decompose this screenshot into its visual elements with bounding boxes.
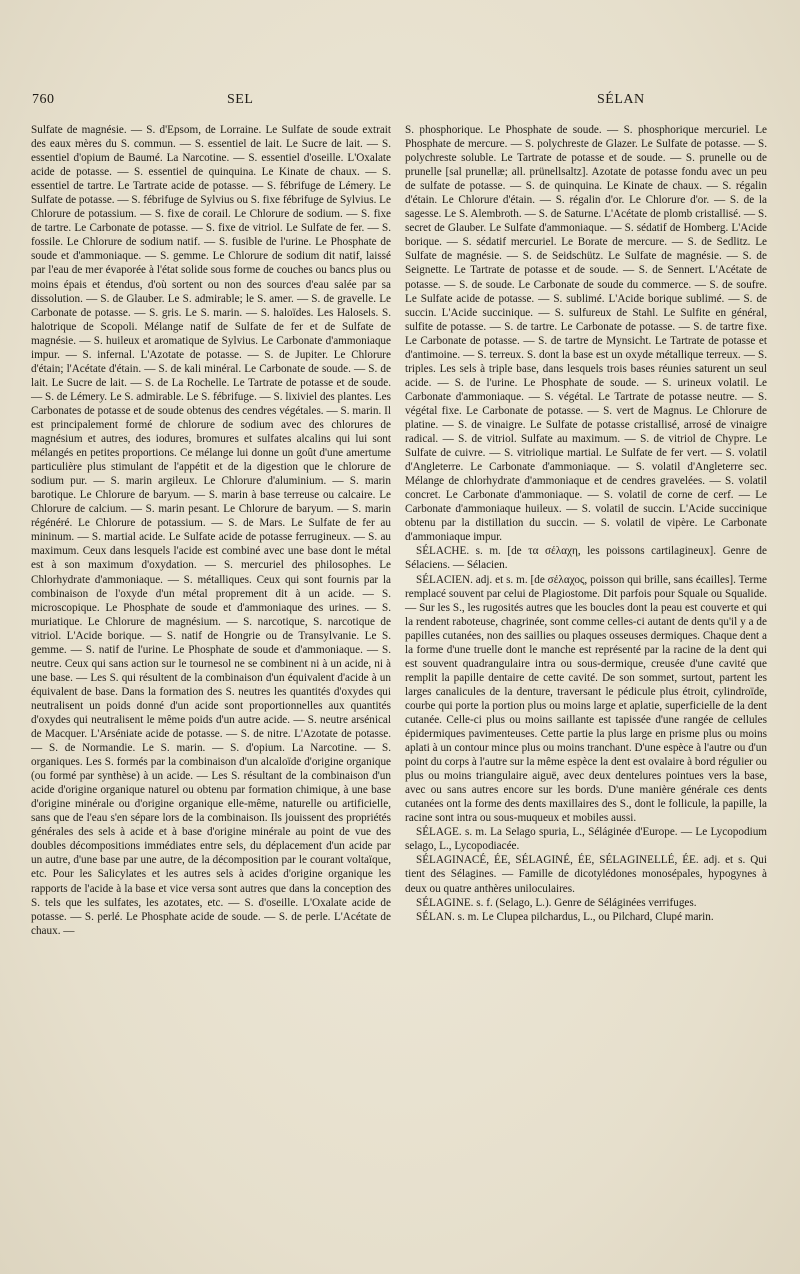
entry-selagine: SÉLAGINE. s. f. (Selago, L.). Genre de Séláginées verrifuges. bbox=[416, 896, 697, 909]
left-column bbox=[31, 123, 391, 938]
entry-selan: SÉLAN. s. m. Le Clupea pilchardus, L., ou Pilchard, Clupé marin. bbox=[416, 910, 714, 923]
entry-selage: SÉLAGE. s. m. La Selago spuria, L., Séláginée d'Europe. — Le Lycopodium selago, L., Lycopodiacée. bbox=[405, 826, 767, 853]
entry-selaginace: SÉLAGINACÉ, ÉE, SÉLAGINÉ, ÉE, SÉLAGINELLÉ, ÉE. adj. et s. Qui tient des Sélagines. — Famille de dicotylédones monosépales, hypogynes à deux ou quatre anthères uniloculaires. bbox=[405, 854, 767, 895]
right-column-paragraph: S. phosphorique. Le Phosphate de soude. — S. phosphorique mercuriel. Le Phosphate de mercure. — S. polychreste de Glazer. Le Sulfate de potasse. — S. polychreste soluble. Le Tartrate de potasse et de soude. — S. prunelle ou de prunelle [sal prunellæ; all. prünellsaltz]. Azotate de potasse fondu avec un peu de sulfate de potasse. — S. de quinquina. Le Kinate de chaux. — S. régalin d'étain. Le Chlorure d'étain. — S. régalin d'or. Le Chlorure d'or. — S. de la sagesse. Le S. Alembroth. — S. de Saturne. L'Acétate de plomb cristallisé. — S. secret de Glauber. Le Sulfate d'ammoniaque. — S. sédatif de Homberg. L'Acide borique. — S. sédatif mercuriel. Le Borate de mercure. — S. de Sedlitz. Le Sulfate de magnésie. — S. de Seidschütz. Le Sulfate de magnésie. — S. de Seignette. Le Tartrate de potasse et de soude. — S. de Sennert. L'Acétate de potasse. — S. de soude. Le Carbonate de soude du commerce. — S. de soufre. Le Sulfate acide de potasse. — S. sublimé. L'Acide borique sublimé. — S. de succin. L'Acide succinique. — S. sulfureux de Stahl. Le Sulfite en général, sulfite de potasse. — S. de tartre. Le Carbonate de potasse. — S. de tartre fixe. Le Carbonate de potasse. — S. de tartre de Mynsicht. Le Tartrate de potasse et d'antimoine. — S. terreux. S. dont la base est un oxyde métallique terreux. — S. triples. Les sels à triple base, dans lesquels trois bases réunies saturent un seul acide. — S. de l'urine. Le Phosphate de soude. — S. urineux volatil. Le Carbonate d'ammoniaque. — S. végétal. Le Tartrate de potasse neutre. — S. végétal fixe. Le Carbonate de potasse. — S. vert de Magnus. Le Chlorure de platine. — S. de vinaigre. Le Sulfate de potasse cristallisé, arrosé de vinaigre radical. — S. de vitriol. Sulfate au maximum. — S. de vitriol de Chypre. Le Sulfate de cuivre. — S. vitriolique martial. Le Sulfate de fer vert. — S. volatil d'Angleterre. Le Carbonate d'ammoniaque. — S. volatil d'Angleterre sec. Mélange de chlorhydrate d'ammoniaque et de cendres gravelées. — S. volatil concret. Le Carbonate d'ammoniaque. — S. volatil de corne de cerf. — Le Carbonate d'ammoniaque huileux. — S. volatil de succin. L'Acide succinique obtenu par la distillation du succin. — S. volatil de vipère. Le Carbonate d'ammoniaque impur. bbox=[405, 124, 767, 544]
right-column bbox=[405, 123, 767, 924]
left-column-paragraph: Sulfate de magnésie. — S. d'Epsom, de Lorraine. Le Sulfate de soude extrait des eaux mères du S. commun. — S. essentiel de lait. Le Sucre de lait. — S. essentiel d'opium de Baumé. La Narcotine. — S. essentiel d'oseille. L'Oxalate acide de potasse. — S. essentiel de quinquina. Le Kinate de chaux. — S. essentiel de tartre. Le Tartrate acide de potasse. — S. fébrifuge de Lémery. Le Sulfate de potasse. — S. fébrifuge de Sylvius ou S. fixe fébrifuge de Sylvius. Le Chlorure de potassium. — S. fixe de corail. Le Chlorure de sodium. — S. fixe de tartre. Le Carbonate de potasse. — S. fixe de vitriol. Le Sulfate de fer. — S. fossile. Le Chlorure de sodium natif. — S. fusible de l'urine. Le Phosphate de soude et d'ammoniaque. — S. gemme. Le Chlorure de sodium dit natif, laissé par l'eau de mer évaporée à l'état solide sous forme de couches ou bancs plus ou moins épais et étendus, d'où sortent ou non des sources d'eau salée par sa dissolution. — S. de Glauber. Le S. admirable; le S. amer. — S. de gravelle. Le Carbonate de potasse. — S. gris. Le S. marin. — S. haloïdes. Les Halosels. S. halotrique de Scopoli. Mélange natif de Sulfate de fer et de Sulfate de magnésie. — S. huileux et aromatique de Sylvius. Le Carbonate d'ammoniaque impur. — S. infernal. L'Azotate de potasse. — S. de Jupiter. Le Chlorure d'étain; l'Acétate d'étain. — S. de kali minéral. Le Carbonate de soude. — S. de lait. Le Sucre de lait. — S. de La Rochelle. Le Tartrate de potasse et de soude. — S. de Lémery. Le S. admirable. Le S. fébrifuge. — S. lixiviel des plantes. Les Carbonates de potasse et de soude obtenus des cendres végétales. — S. marin. Il est principalement formé de chlorure de sodium avec des chlorures de magnésium et autres, des iodures, bromures et sulfates alcalins qui lui sont mélangés en petites proportions. Ce mélange lui donne un goût d'une amertume particulière plus stimulant de l'appétit et de la digestion que le chlorure de sodium pur. — S. marin argileux. Le Chlorure d'aluminium. — S. marin barotique. Le Chlorure de baryum. — S. marin à base terreuse ou calcaire. Le Chlorure de calcium. — S. marin pesant. Le Chlorure de baryum. — S. marin régénéré. Le Chlorure de potassium. — S. de Mars. Le Sulfate de fer au mininum. — S. martial acide. Le Sulfate acide de potasse ferrugineux. — S. au maximum. Ceux dans lesquels l'acide est combiné avec une base dont le métal est à son maximum d'oxydation. — S. mercuriel des philosophes. Le Chlorhydrate d'ammoniaque. — S. métalliques. Ceux qui sont fournis par la combinaison de l'oxyde d'un métal proprement dit à un acide. — S. microscopique. Le Phosphate de soude et d'ammoniaque des urines. — S. muriatique. Le Chlorure de magnésium. — S. narcotique, S. narcotique de vitriol. L'Acide borique. — S. natif de Hongrie ou de Transylvanie. Le S. gemme. — S. natif de l'urine. Le Phosphate de soude et d'ammoniaque. — S. neutre. Ceux qui sans action sur le tournesol ne se combinent ni à un acide, ni à une base. — Les S. qui résultent de la combinaison d'un équivalent d'acide à un équivalent de base. Dans la formation des S. neutres les quantités d'oxydes qui neutralisent un poids donné d'un acide sont proportionnelles aux quantités d'oxydes qui neutralisent le même poids d'un autre acide. — S. neutre arsénical de Macquer. L'Arséniate acide de potasse. — S. de nitre. L'Azotate de potasse. — S. de Normandie. Le S. marin. — S. d'opium. La Narcotine. — S. organiques. Les S. formés par la combinaison d'un alcaloïde d'origine organique (ou formé par synthèse) à un acide. — Les S. résultant de la combinaison d'un acide d'origine organique naturel ou obtenu par formation chimique, à une base d'origine minérale ou d'origine organique elle-même, naturelle ou artificielle, sans que de l'eau s'en sépare lors de la combinaison. Ils jouissent des propriétés générales des sels à acide et à base d'origine minérale au point de vue des doubles décompositions immédiates entre sels, du déplacement d'un acide par un autre, d'une base par une autre, de la décomposition par le courant voltaïque, etc. Pour les Salicylates et les autres sels à acides d'origine organique les rapports de l'acide à la base et vice versa sont autres que dans la conception des S. tels que les sulfates, les azotates, etc. — S. d'oseille. L'Oxalate acide de potasse. — S. perlé. Le Phosphate acide de soude. — S. de perle. L'Acétate de chaux. — bbox=[31, 124, 391, 937]
running-head bbox=[32, 92, 762, 112]
entry-selache: SÉLACHE. s. m. [de τα σέλαχη, les poissons cartilagineux]. Genre de Sélaciens. — Sélacien. bbox=[405, 545, 767, 572]
running-head-left: SEL bbox=[227, 92, 254, 107]
page-number: 760 bbox=[32, 92, 55, 107]
running-head-right: SÉLAN bbox=[597, 92, 645, 107]
entry-selacien: SÉLACIEN. adj. et s. m. [de σέλαχος, poisson qui brille, sans écailles]. Terme remplacé souvent par celui de Plagiostome. Dit parfois pour Squale ou Squalide. — Sur les S., les rugosités autres que les boucles dont la peau est couverte et qui la rendent raboteuse, chagrinée, sont comme celles-ci autant de dents qu'il y a de papilles cutanées, non des saillies ou plaques osseuses dermiques. Chaque dent a la forme d'une truelle dont le manche est représenté par la racine de la dent qui est souvent quadrangulaire intra ou sous-dermique, creusée d'une cavité que remplit la papille dentaire de cette cavité. De son sommet, surtout, partent les larges canalicules de la denture, traversant le pédicule plus étroit, cylindroïde, courbe qui porte la portion plus ou moins large et aplatie, superficielle de la dent cutanée. Celle-ci plus ou moins saillante est tapissée d'une rangée de cellules épidermiques pavimenteuses. Cette partie la plus large en prisme plus ou moins aplati à un contour mince plus ou moins tranchant. D'une espèce à l'autre ou d'un point du corps à l'autre sur la même espèce la dent est ovalaire à bord régulier ou plus ou moins triangulaire aiguë, avec deux dentelures pointues vers la base, avec ou sans autres encore sur les bords. D'une manière générale ces dents cutanées ont la forme des dents maxillaires des S., dont le follicule, la papille, la racine sont intra ou sous-muqueux et mobiles aussi. bbox=[405, 573, 767, 825]
